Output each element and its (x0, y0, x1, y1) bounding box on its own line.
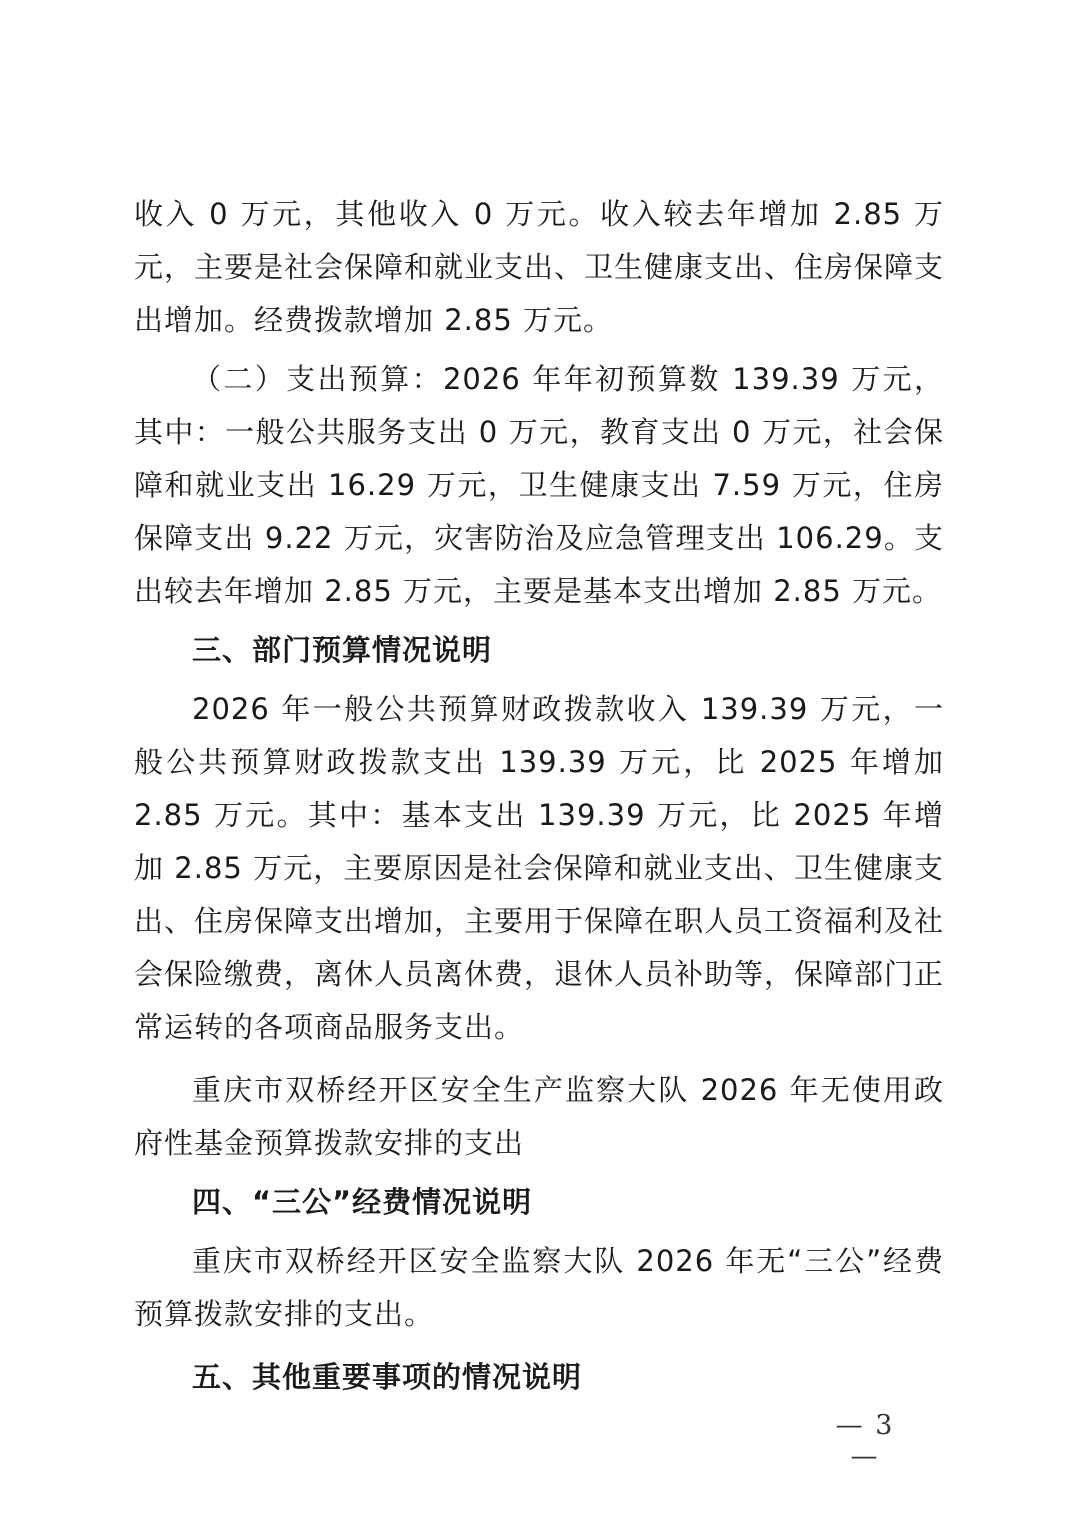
paragraph-department-budget: 2026 年一般公共预算财政拨款收入 139.39 万元，一般公共预算财政拨款支出 139.39 万元，比 2025 年增加 2.85 万元。其中：基本支出 139.39 万元，比 2025 年增加 2.85 万元，主要原因是社会保障和就业支出、卫生健康支出、住房保障支出增加，主要用于保障在职人员工资福利及社会保险缴费，离休人员离休费，退休人员补助等，保障部门正常运转的各项商品服务支出。 (134, 692, 945, 1044)
page-number: — 3 — (835, 1410, 895, 1472)
document-body (134, 188, 944, 1404)
paragraph-three-public-expenses: 重庆市双桥经开区安全监察大队 2026 年无“三公”经费预算拨款安排的支出。 (134, 1244, 944, 1331)
paragraph-income-summary: 收入 0 万元，其他收入 0 万元。收入较去年增加 2.85 万元，主要是社会保障和就业支出、卫生健康支出、住房保障支出增加。经费拨款增加 2.85 万元。 (134, 197, 945, 337)
section-heading-4: 四、“三公”经费情况说明 (192, 1185, 533, 1219)
section-heading-3: 三、部门预算情况说明 (192, 633, 493, 667)
paragraph-government-fund: 重庆市双桥经开区安全生产监察大队 2026 年无使用政府性基金预算拨款安排的支出 (134, 1073, 944, 1160)
section-heading-5: 五、其他重要事项的情况说明 (192, 1360, 583, 1394)
paragraph-expenditure-budget: （二）支出预算：2026 年年初预算数 139.39 万元，其中：一般公共服务支出 0 万元，教育支出 0 万元，社会保障和就业支出 16.29 万元，卫生健康支出 7.59 万元，住房保障支出 9.22 万元，灾害防治及应急管理支出 106.29。支出较去年增加 2.85 万元，主要是基本支出增加 2.85 万元。 (134, 362, 944, 608)
